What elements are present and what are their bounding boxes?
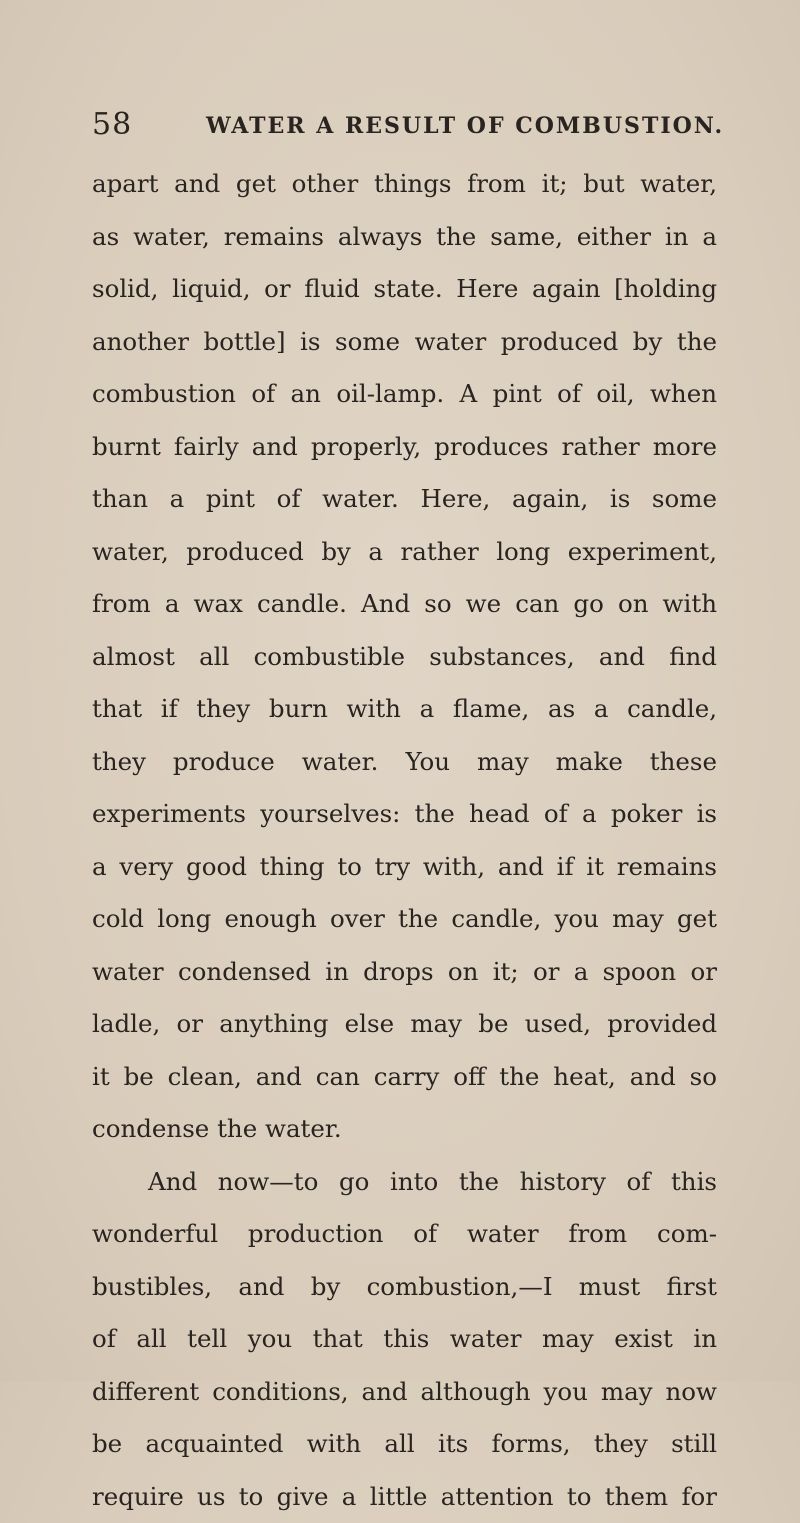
text-line: cold long enough over the candle, you may get — [92, 893, 717, 946]
text-line: ladle, or anything else may be used, provided — [92, 998, 717, 1051]
text-line: another bottle] is some water produced by the — [92, 316, 717, 369]
text-line: different conditions, and although you may now — [92, 1366, 717, 1419]
text-line: wonderful production of water from com- — [92, 1208, 717, 1261]
text-line: it be clean, and can carry off the heat, and so — [92, 1051, 717, 1104]
paragraph-end-line: condense the water. — [92, 1103, 717, 1156]
text-line: water, produced by a rather long experiment, — [92, 526, 717, 579]
paragraph-start-line: And now—to go into the history of this — [92, 1156, 717, 1209]
text-line: be acquainted with all its forms, they still — [92, 1418, 717, 1471]
text-line: a very good thing to try with, and if it remains — [92, 841, 717, 894]
text-line: than a pint of water. Here, again, is some — [92, 473, 717, 526]
running-head — [92, 105, 712, 145]
text-line: from a wax candle. And so we can go on with — [92, 578, 717, 631]
text-line: combustion of an oil-lamp. A pint of oil, when — [92, 368, 717, 421]
text-line: bustibles, and by combustion,—I must first — [92, 1261, 717, 1314]
text-line: burnt fairly and properly, produces rather more — [92, 421, 717, 474]
page-number: 58 — [92, 105, 132, 145]
text-line: they produce water. You may make these — [92, 736, 717, 789]
text-line: as water, remains always the same, either in a — [92, 211, 717, 264]
text-line: almost all combustible substances, and find — [92, 631, 717, 684]
body-text — [92, 158, 717, 1523]
text-line: apart and get other things from it; but water, — [92, 158, 717, 211]
text-line: require us to give a little attention to them for — [92, 1471, 717, 1523]
text-line: solid, liquid, or fluid state. Here again [holding — [92, 263, 717, 316]
text-line: that if they burn with a flame, as a candle, — [92, 683, 717, 736]
text-line: experiments yourselves: the head of a poker is — [92, 788, 717, 841]
text-line: water condensed in drops on it; or a spoon or — [92, 946, 717, 999]
text-line: of all tell you that this water may exist in — [92, 1313, 717, 1366]
running-title: WATER A RESULT OF COMBUSTION. — [206, 109, 724, 143]
